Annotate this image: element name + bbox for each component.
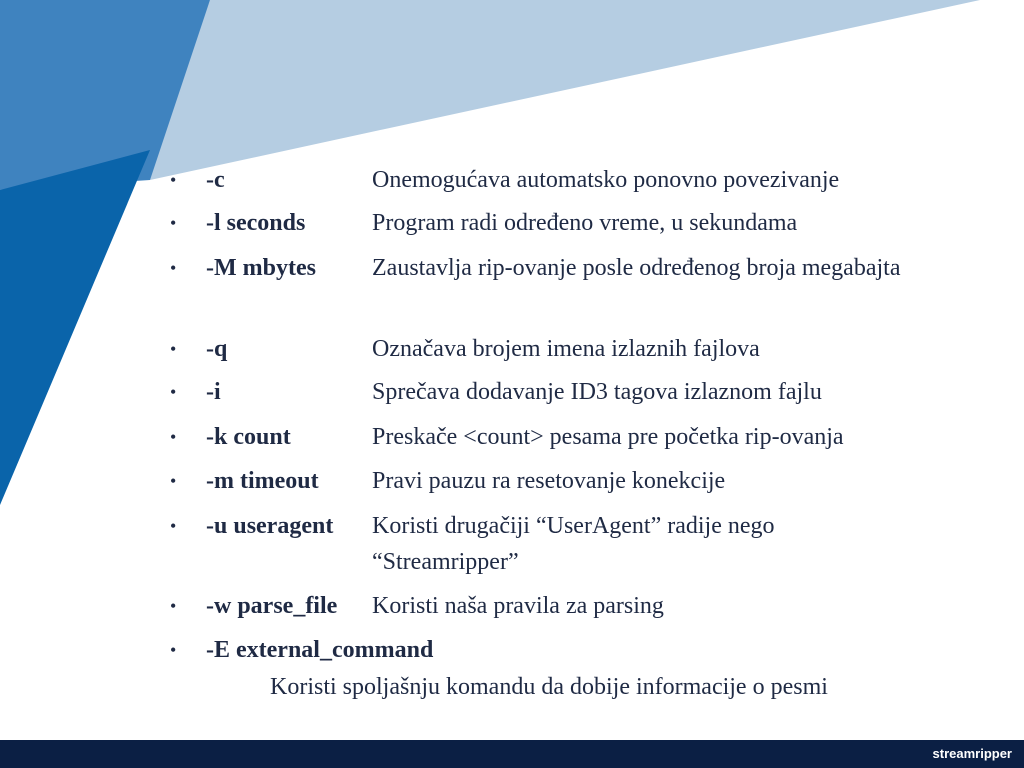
option-description: Označava brojem imena izlaznih fajlova	[372, 336, 760, 362]
bullet-icon: •	[170, 382, 177, 402]
option-term: -q	[206, 336, 228, 362]
option-description: Sprečava dodavanje ID3 tagova izlaznom fajlu	[372, 379, 822, 405]
bullet-icon: •	[170, 339, 177, 359]
bullet-icon: •	[170, 471, 177, 491]
option-term: -c	[206, 167, 225, 193]
option-term: -E external_command	[206, 637, 434, 663]
bullet-icon: •	[170, 596, 177, 616]
bullet-icon: •	[170, 640, 177, 660]
option-term: -M mbytes	[206, 255, 316, 281]
bullet-icon: •	[170, 213, 177, 233]
option-term: -k count	[206, 424, 291, 450]
option-description: Zaustavlja rip-ovanje posle određenog broja megabajta	[372, 255, 901, 281]
option-description: Preskače <count> pesama pre početka rip-ovanja	[372, 424, 844, 450]
option-term: -w parse_file	[206, 593, 338, 619]
option-term: -i	[206, 379, 221, 405]
bullet-icon: •	[170, 258, 177, 278]
option-description: Koristi naša pravila za parsing	[372, 593, 664, 619]
option-term: -m timeout	[206, 468, 319, 494]
option-description: Onemogućava automatsko ponovno povezivanje	[372, 167, 840, 193]
bullet-icon: •	[170, 427, 177, 447]
option-term: -u useragent	[206, 513, 334, 539]
footer-bar	[0, 740, 1024, 768]
option-description: Pravi pauzu ra resetovanje konekcije	[372, 468, 726, 494]
option-description: Program radi određeno vreme, u sekundama	[372, 210, 798, 236]
bullet-icon: •	[170, 170, 177, 190]
option-description: Koristi spoljašnju komandu da dobije informacije o pesmi	[270, 674, 828, 700]
option-term: -l seconds	[206, 210, 306, 236]
footer-label: streamripper	[932, 746, 1012, 761]
option-description: Koristi drugačiji “UserAgent” radije nego “Streamripper”	[372, 513, 775, 575]
bullet-icon: •	[170, 516, 177, 536]
